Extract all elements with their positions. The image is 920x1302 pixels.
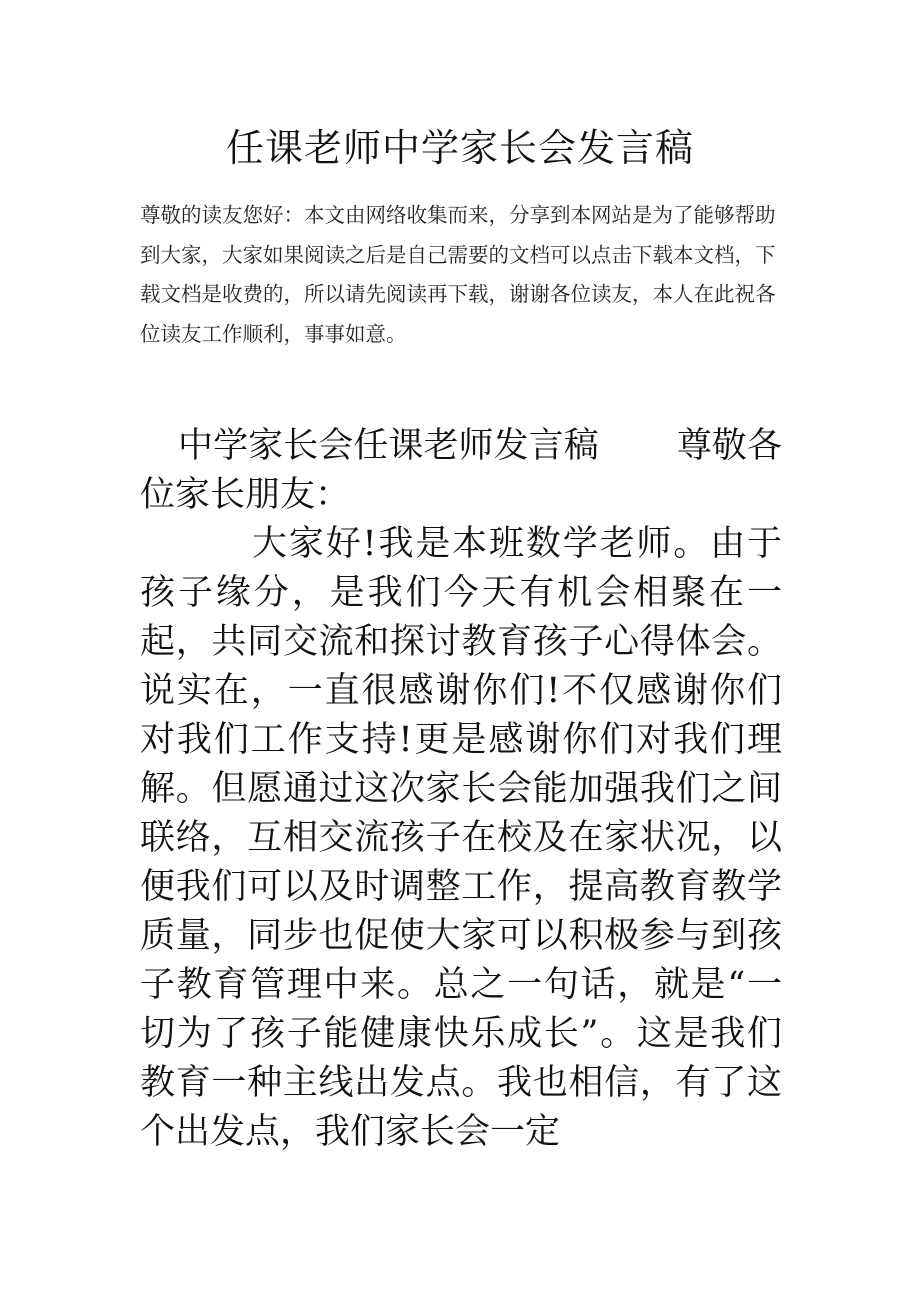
- speech-body: [140, 422, 782, 1157]
- speech-paragraph: 大家好!我是本班数学老师。由于孩子缘分，是我们今天有机会相聚在一起，共同交流和探讨教育孩子心得体会。说实在，一直很感谢你们!不仅感谢你们对我们工作支持!更是感谢你们对我们理解。但愿通过这次家长会能加强我们之间联络，互相交流孩子在校及在家状况，以便我们可以及时调整工作，提高教育教学质量，同步也促使大家可以积极参与到孩子教育管理中来。总之一句话，就是“一切为了孩子能健康快乐成长”。这是我们教育一种主线出发点。我也相信，有了这个出发点，我们家长会一定: [140, 524, 782, 1152]
- download-notice: 尊敬的读友您好：本文由网络收集而来，分享到本网站是为了能够帮助到大家，大家如果阅读之后是自己需要的文档可以点击下载本文档，下载文档是收费的，所以请先阅读再下载，谢谢各位读友，本人在此祝各位读友工作顺利，事事如意。: [140, 203, 776, 346]
- speech-salutation: 尊敬各位家长朋友：: [140, 426, 782, 515]
- speech-opening: [140, 422, 782, 520]
- speech-heading: 中学家长会任课老师发言稿: [178, 426, 599, 466]
- document-title: 任课老师中学家长会发言稿: [225, 126, 694, 170]
